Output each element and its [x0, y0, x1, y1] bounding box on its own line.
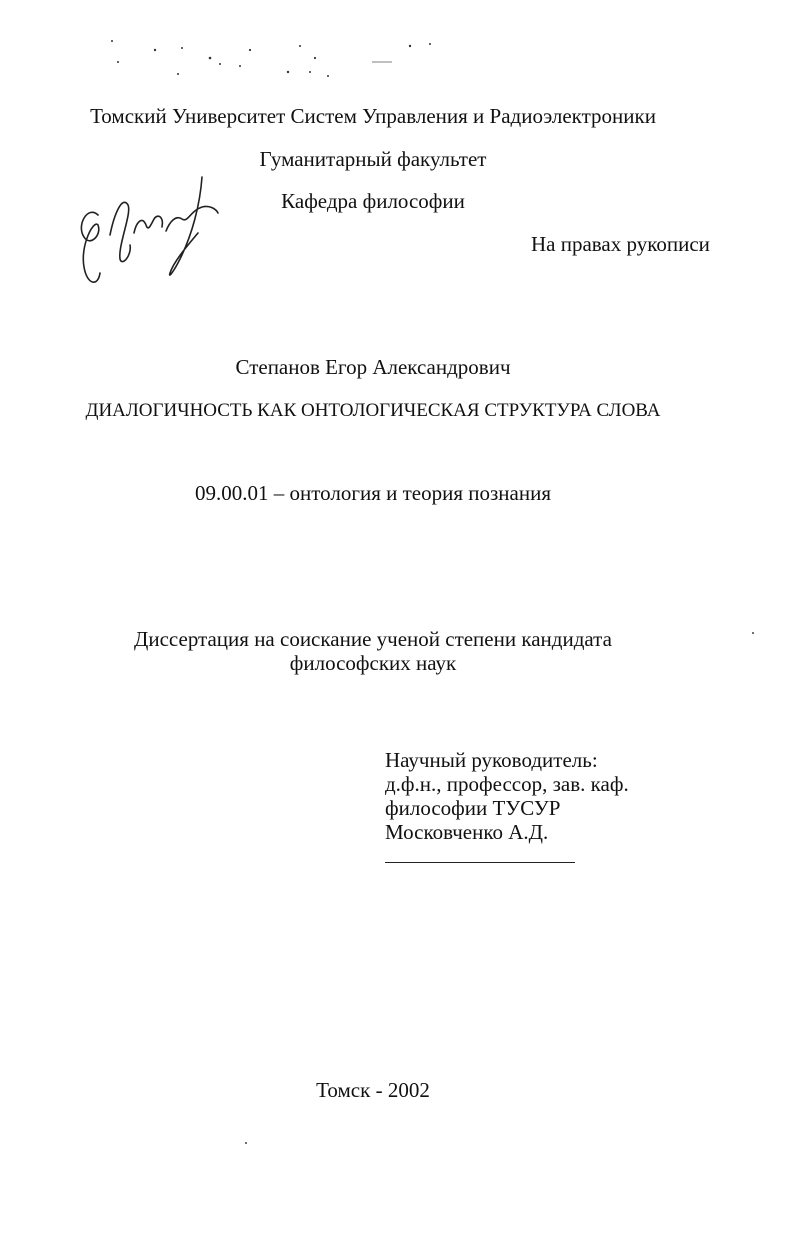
manuscript-rights-note: На правах рукописи — [531, 232, 710, 256]
faculty-name: Гуманитарный факультет — [259, 147, 487, 171]
supervisor-affiliation: философии ТУСУР — [385, 796, 561, 820]
supervisor-name: Московченко А.Д. — [385, 820, 549, 844]
scan-speck — [752, 632, 754, 634]
thesis-title: ДИАЛОГИЧНОСТЬ КАК ОНТОЛОГИЧЕСКАЯ СТРУКТУРА СЛОВА — [85, 400, 661, 421]
scan-speck — [245, 1142, 247, 1144]
handwritten-signature — [70, 175, 230, 295]
department-name: Кафедра философии — [281, 189, 465, 213]
city-year: Томск - 2002 — [316, 1078, 430, 1102]
university-name: Томский Университет Систем Управления и Радиоэлектроники — [90, 104, 656, 128]
degree-statement-line-1: Диссертация на соискание ученой степени кандидата — [134, 627, 612, 651]
degree-statement-line-2: философских наук — [289, 651, 457, 675]
specialty-code: 09.00.01 – онтология и теория познания — [195, 481, 551, 505]
author-name: Степанов Егор Александрович — [235, 355, 511, 379]
signature-line — [385, 862, 575, 863]
supervisor-credentials: д.ф.н., профессор, зав. каф. — [385, 772, 629, 796]
supervisor-label: Научный руководитель: — [385, 748, 598, 772]
scan-noise — [100, 36, 450, 86]
